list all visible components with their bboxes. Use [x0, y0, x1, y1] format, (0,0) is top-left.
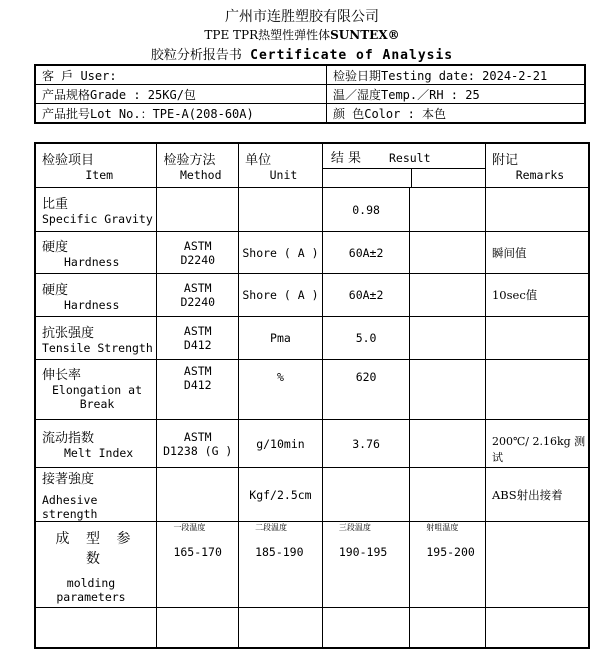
product-line [0, 26, 604, 43]
company-name: 广州市连胜塑胶有限公司 [225, 9, 379, 25]
title-cn: 胶粒分析报告书 [150, 48, 242, 63]
customer-field: 客 戶 User: [35, 65, 327, 85]
info-table [34, 64, 586, 124]
table-row: 抗张强度 Tensile Strength ASTM D412 Pma 5.0 [35, 317, 589, 360]
temp-field: 温／湿度Temp.／RH : 25 [327, 85, 586, 104]
header-row [35, 143, 589, 188]
document-title [0, 44, 604, 63]
table-row: 硬度 Hardness ASTM D2240 Shore ( A ) 60A±2 10sec值 [35, 274, 589, 317]
unit-header: 单位 Unit [239, 143, 323, 188]
item-header: 检验项目 Item [35, 143, 157, 188]
brand-name: SUNTEX® [330, 28, 400, 42]
table-row [35, 608, 589, 648]
molding-row: 成 型 参 数 molding parameters 一段温度 165-170 二段温度 185-190 三段温度 190-195 射咀温度 195-200 [35, 522, 589, 608]
table-row: 流动指数 Melt Index ASTM D1238 (G ) g/10min 3.76 200℃/ 2.16kg 测试 [35, 420, 589, 468]
title-en: Certificate of Analysis [250, 48, 454, 63]
color-field: 颜 色Color : 本色 [327, 104, 586, 124]
table-row: 硬度 Hardness ASTM D2240 Shore ( A ) 60A±2 瞬间值 [35, 232, 589, 274]
result-header: 结 果 Result [322, 143, 485, 188]
table-row: 比重 Specific Gravity 0.98 [35, 188, 589, 232]
testing-date-field: 检验日期Testing date: 2024-2-21 [327, 65, 586, 85]
table-row: 接著強度 Adhesive strength Kgf/2.5cm ABS射出接着 [35, 468, 589, 522]
table-row: 伸长率 Elongation at Break ASTM D412 % 620 [35, 360, 589, 420]
product-line-prefix: TPE TPR热塑性弹性体 [204, 28, 331, 42]
analysis-table [34, 142, 590, 649]
grade-field: 产品规格Grade : 25KG/包 [35, 85, 327, 104]
lot-field: 产品批号Lot No.：TPE-A(208-60A) [35, 104, 327, 124]
remarks-header: 附记 Remarks [485, 143, 589, 188]
method-header: 检验方法 Method [157, 143, 239, 188]
